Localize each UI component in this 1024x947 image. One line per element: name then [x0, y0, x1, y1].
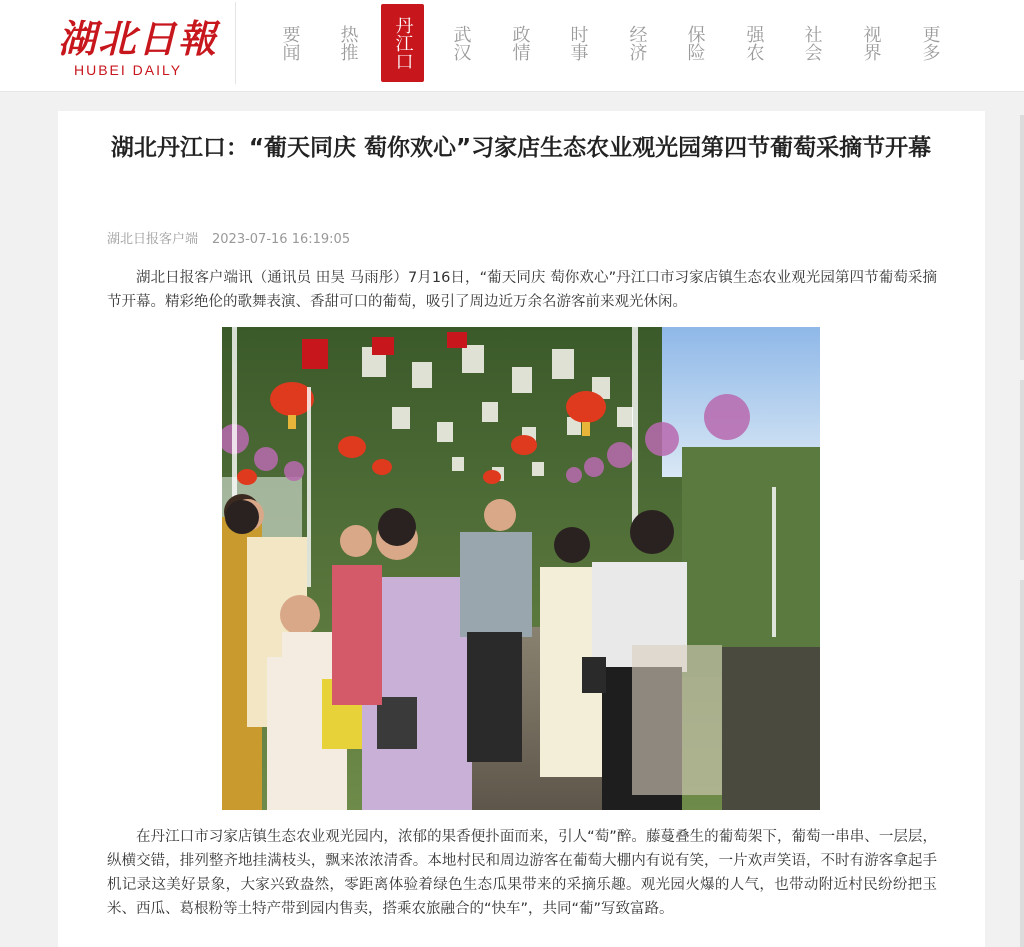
nav-item-label: 保险: [684, 25, 706, 61]
article-paragraph: 湖北日报客户端讯（通讯员 田昊 马雨彤）7月16日，“葡天同庆 萄你欢心”丹江口市习家店镇生态农业观光园第四节葡萄采摘节开幕。精彩绝伦的歌舞表演、香甜可口的葡萄，吸引了周边近万余名游客前来观光休闲。: [107, 270, 937, 310]
nav-item-retui[interactable]: [326, 4, 369, 82]
nav-item-label: 武汉: [450, 25, 472, 61]
grape-festival-photo-illustration: [222, 327, 820, 810]
nav-item-label: 社会: [801, 25, 823, 61]
nav-item-shishi[interactable]: [556, 4, 599, 82]
site-header: [0, 0, 1024, 92]
nav-item-label: 经济: [626, 25, 648, 61]
side-panel-edge: [1020, 580, 1024, 947]
article-datetime: 2023-07-16 16:19:05: [212, 232, 351, 247]
nav-item-label: 时事: [567, 25, 589, 61]
side-panel-edge: [1020, 115, 1024, 360]
article-title: 湖北丹江口：“葡天同庆 萄你欢心”习家店生态农业观光园第四节葡萄采摘节开幕: [110, 135, 932, 161]
nav-item-yaowen[interactable]: [268, 4, 311, 82]
nav-item-label: 热推: [337, 25, 359, 61]
nav-item-wuhan[interactable]: [439, 4, 482, 82]
nav-item-label: 丹江口: [392, 16, 414, 70]
nav-item-zhengqing[interactable]: [498, 4, 541, 82]
nav-item-shijie[interactable]: [849, 4, 892, 82]
nav-item-jingji[interactable]: [615, 4, 658, 82]
article-source: 湖北日报客户端: [107, 232, 199, 247]
nav-item-label: 更多: [919, 25, 941, 61]
side-panel-edge: [1020, 380, 1024, 560]
nav-item-label: 政情: [509, 25, 531, 61]
site-logo[interactable]: [58, 8, 218, 80]
nav-item-danjiangkou[interactable]: [381, 4, 424, 82]
header-divider: [235, 2, 236, 84]
nav-item-label: 强农: [743, 25, 765, 61]
article-meta: [107, 228, 350, 247]
article-paragraph: 在丹江口市习家店镇生态农业观光园内，浓郁的果香便扑面而来，引人“萄”醉。藤蔓叠生的葡萄架下，葡萄一串串、一层层，纵横交错，排列整齐地挂满枝头，飘来浓浓清香。本地村民和周边游客在葡萄大棚内有说有笑，一片欢声笑语，不时有游客拿起手机记录这美好景象，大家兴致盎然，零距离体验着绿色生态瓜果带来的采摘乐趣。观光园火爆的人气，也带动附近村民纷纷把玉米、西瓜、葛根粉等土特产带到园内售卖，搭乘农旅融合的“快车”，共同“葡”写致富路。: [107, 829, 937, 917]
nav-item-shehui[interactable]: [790, 4, 833, 82]
nav-item-label: 视界: [860, 25, 882, 61]
article-photo: [222, 327, 820, 810]
nav-item-qiangnong[interactable]: [732, 4, 775, 82]
visitor-figures: [222, 494, 722, 810]
nav-item-baoxian[interactable]: [673, 4, 716, 82]
logo-chinese: 湖北日報: [58, 16, 219, 61]
logo-english: HUBEI DAILY: [74, 62, 183, 78]
nav-item-gengduo[interactable]: [908, 4, 951, 82]
article-card: [58, 111, 985, 947]
nav-item-label: 要闻: [279, 25, 301, 61]
